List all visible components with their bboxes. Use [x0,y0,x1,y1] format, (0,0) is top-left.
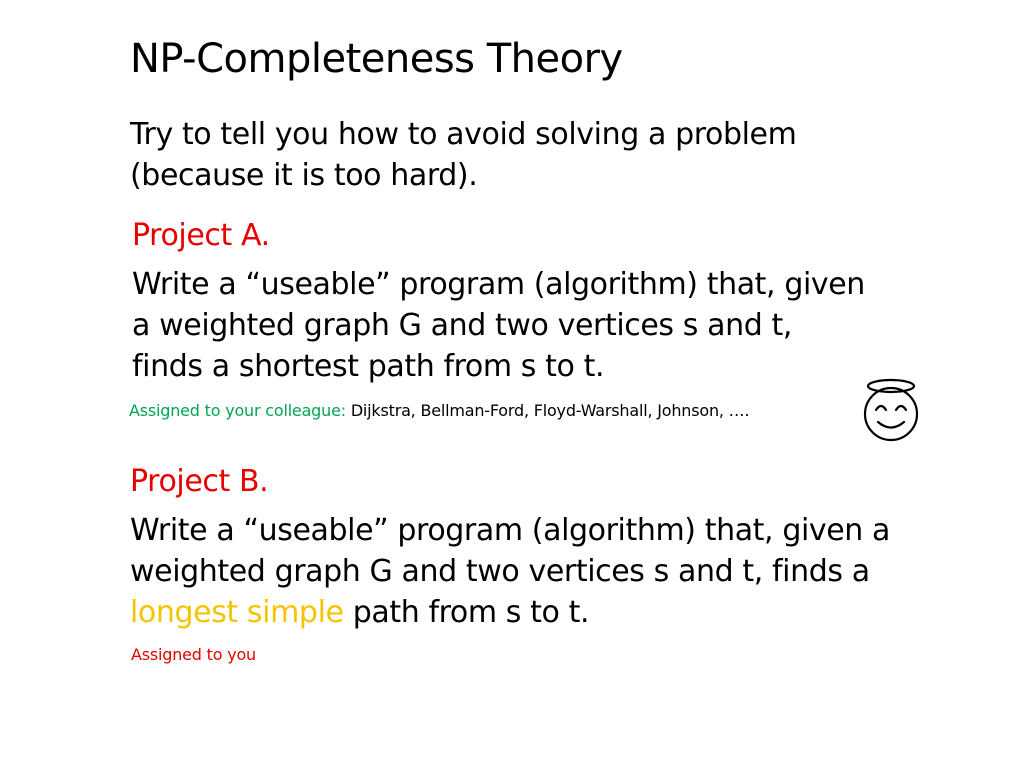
intro-line-1: Try to tell you how to avoid solving a problem [130,117,797,152]
intro-line-2: (because it is too hard). [130,158,478,193]
intro-text [130,114,796,196]
project-a-description [132,264,865,387]
project-a-line-1: Write a “useable” program (algorithm) that, given [132,267,865,302]
project-b-line-2: weighted graph G and two vertices s and t, finds a [130,554,870,589]
project-b-description [130,510,890,633]
project-b-heading: Project B. [130,464,269,499]
assigned-colleague-label: Assigned to your colleague: [129,401,346,420]
project-a-line-2: a weighted graph G and two vertices s and t, [132,308,793,343]
project-a-heading: Project A. [132,218,270,253]
project-b-line-1: Write a “useable” program (algorithm) that, given a [130,513,891,548]
assigned-colleague-algorithms: Dijkstra, Bellman-Ford, Floyd-Warshall, Johnson, …. [350,401,750,420]
project-b-line-3 [130,592,890,633]
smiley-halo-icon [859,378,923,444]
longest-simple-highlight: longest simple [130,595,344,630]
project-a-line-3: finds a shortest path from s to t. [132,349,605,384]
project-b-line-3-rest: path from s to t. [343,595,590,630]
assigned-to-you-label: Assigned to you [131,645,256,664]
project-a-assignment [129,400,749,422]
slide-title: NP-Completeness Theory [130,36,623,82]
